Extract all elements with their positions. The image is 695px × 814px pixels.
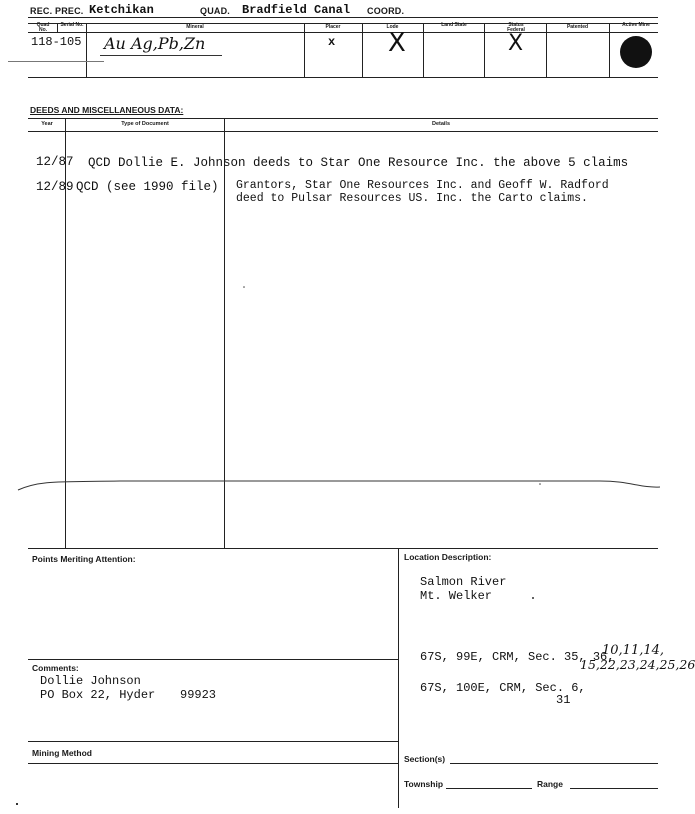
- coord-label: COORD.: [367, 6, 405, 16]
- col-year: Year: [41, 121, 53, 127]
- claims-divider: [86, 23, 87, 78]
- location-sec1: 67S, 99E, CRM, Sec. 35, 36,: [420, 650, 615, 664]
- location-label: Location Description:: [404, 552, 492, 562]
- deeds-section-title: DEEDS AND MISCELLANEOUS DATA:: [30, 105, 184, 115]
- col-mineral: Mineral: [186, 24, 204, 30]
- claims-divider: [609, 23, 610, 78]
- sections-fill-line: [450, 763, 658, 764]
- row-number: 118-105: [31, 35, 82, 49]
- federal-mark: X: [508, 31, 524, 56]
- comments-line2-address: PO Box 22, Hyder: [40, 688, 156, 702]
- entry2-year: 12/89: [36, 180, 74, 194]
- range-fill-line: [570, 788, 658, 789]
- claims-divider: [304, 23, 305, 78]
- header-underline: [28, 17, 658, 18]
- col-lode: Lode: [386, 24, 399, 30]
- range-label: Range: [537, 779, 563, 789]
- scan-fold-line: [0, 470, 678, 500]
- comments-line2-zip: 99923: [180, 688, 217, 702]
- points-label: Points Meriting Attention:: [32, 554, 136, 564]
- location-line1: Salmon River: [420, 575, 507, 589]
- col-type: Type of Document: [121, 121, 169, 127]
- col-patented: Patented: [566, 24, 589, 30]
- comments-line1: Dollie Johnson: [40, 674, 141, 688]
- col-serial-no: Serial No.: [60, 22, 84, 28]
- bottom-vertical-divider: [398, 548, 399, 808]
- comments-top-rule: [28, 659, 398, 660]
- mining-method-top-rule: [28, 741, 398, 742]
- speck: [16, 803, 18, 805]
- location-sec2-cont: 31: [556, 693, 571, 707]
- claims-table-top-rule: [28, 23, 658, 24]
- township-label: Township: [404, 779, 444, 789]
- claims-divider: [546, 23, 547, 78]
- rec-prec-value: Ketchikan: [89, 3, 154, 17]
- margin-stray-mark: [8, 61, 104, 62]
- entry2-details-line1: Grantors, Star One Resources Inc. and Geoff W. Radford: [236, 179, 609, 192]
- location-line2: Mt. Welker: [420, 589, 493, 603]
- claims-divider: [362, 23, 363, 78]
- location-sec1-hand-b: 15,22,23,24,25,26: [580, 657, 695, 672]
- claims-divider: [484, 23, 485, 78]
- claims-table-header-rule: [28, 32, 658, 33]
- col-status-federal: Status Federal: [507, 22, 525, 33]
- speck: [532, 597, 534, 599]
- location-sec2: 67S, 100E, CRM, Sec. 6,: [420, 681, 586, 695]
- col-placer: Placer: [325, 24, 341, 30]
- claims-table-bottom-rule: [28, 77, 658, 78]
- entry1-year: 12/87: [36, 155, 74, 169]
- comments-label: Comments:: [32, 663, 79, 673]
- entry2-type: QCD (see 1990 file): [76, 180, 219, 194]
- entry2-details-line2: deed to Pulsar Resources US. Inc. the Carto claims.: [236, 192, 588, 205]
- deeds-top-rule: [28, 118, 658, 119]
- active-mine-filled-circle: [620, 36, 652, 68]
- mining-method-label: Mining Method: [32, 748, 92, 758]
- lode-mark: X: [388, 28, 406, 58]
- quad-value: Bradfield Canal: [242, 3, 351, 17]
- deeds-header-rule: [28, 131, 658, 132]
- placer-mark: x: [328, 35, 336, 49]
- bottom-section-top-rule: [28, 548, 658, 549]
- col-details: Details: [431, 121, 451, 127]
- township-fill-line: [446, 788, 532, 789]
- claims-divider: [57, 23, 58, 33]
- rec-prec-label: REC. PREC.: [30, 6, 84, 16]
- quad-label: QUAD.: [200, 6, 230, 16]
- col-active-mine: Active Mine: [622, 22, 650, 28]
- claims-divider: [423, 23, 424, 78]
- mining-method-bottom-rule: [28, 763, 398, 764]
- col-land-state: Land State: [441, 22, 467, 28]
- col-quad-no: Quad No.: [36, 22, 50, 33]
- mineral-handwritten-underline: [100, 55, 222, 56]
- mineral-value: Au Ag,Pb,Zn: [104, 34, 206, 53]
- entry1-text: QCD Dollie E. Johnson deeds to Star One Resource Inc. the above 5 claims: [88, 156, 629, 170]
- sections-label: Section(s): [404, 754, 446, 764]
- location-sec1-hand-a: 10,11,14,: [602, 643, 665, 658]
